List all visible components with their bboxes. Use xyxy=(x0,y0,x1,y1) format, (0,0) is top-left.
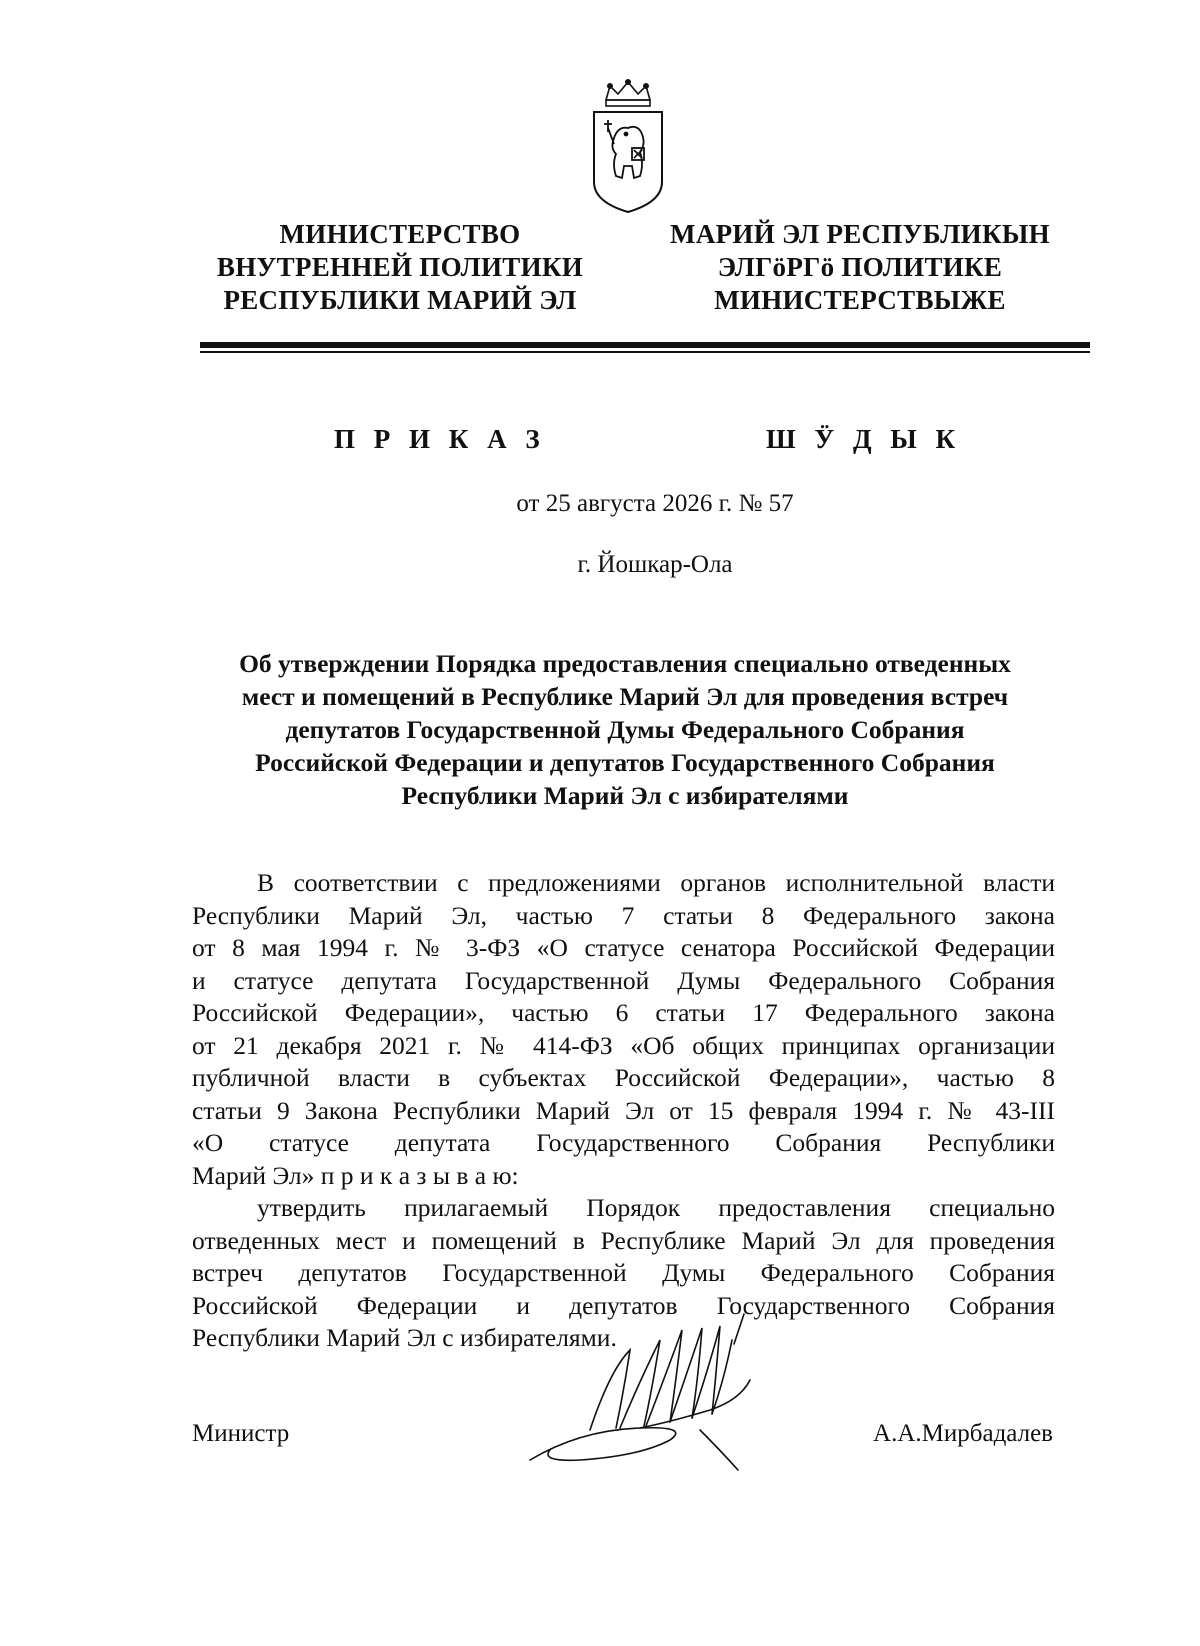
signer-name: А.А.Мирбадалев xyxy=(873,1420,1053,1447)
body-line: от 21 декабря 2021 г. № 414-ФЗ «Об общих принципах организации xyxy=(192,1030,1055,1060)
title-line: мест и помещений в Республике Марий Эл для проведения встреч xyxy=(241,682,1009,711)
header-line: ЭЛГӧРГӧ ПОЛИТИКЕ xyxy=(717,252,1003,282)
header-line: ВНУТРЕННЕЙ ПОЛИТИКИ xyxy=(216,252,584,282)
body-line: Российской Федерации и депутатов Государственного Собрания xyxy=(192,1290,1055,1320)
title-line: Республики Марий Эл с избирателями xyxy=(401,781,849,810)
body-line: утвердить прилагаемый Порядок предоставления специально xyxy=(257,1193,1055,1222)
title-line: депутатов Государственной Думы Федерального Собрания xyxy=(285,715,965,744)
coat-of-arms-icon xyxy=(584,78,672,218)
header-line: МАРИЙ ЭЛ РЕСПУБЛИКЫН xyxy=(670,219,1050,249)
body-line: Российской Федерации», частью 6 статьи 17 Федерального закона xyxy=(192,998,1055,1027)
body-line: «О статусе депутата Государственного Собрания Республики xyxy=(192,1128,1055,1157)
title-line: Об утверждении Порядка предоставления специально отведенных xyxy=(239,649,1011,678)
body-line: публичной власти в субъектах Российской Федерации», частью 8 xyxy=(192,1063,1055,1092)
header-divider xyxy=(200,342,1090,348)
ministry-name-ru xyxy=(190,218,610,317)
body-line: встреч депутатов Государственной Думы Федерального Собрания xyxy=(192,1258,1055,1287)
header-line: РЕСПУБЛИКИ МАРИЙ ЭЛ xyxy=(223,285,577,315)
body-line: Республики Марий Эл с избирателями. xyxy=(192,1323,617,1352)
body-line: отведенных мест и помещений в Республике Марий Эл для проведения xyxy=(192,1225,1055,1255)
header-line: МИНИСТЕРСТВЫЖЕ xyxy=(714,285,1006,315)
ministry-name-mari xyxy=(660,218,1060,317)
body-line: Марий Эл» п р и к а з ы в а ю: xyxy=(192,1160,519,1190)
order-date-number: от 25 августа 2026 г. № 57 xyxy=(516,490,794,517)
body-line: и статусе депутата Государственной Думы Федерального Собрания xyxy=(192,965,1055,995)
order-label-ru: П Р И К А З xyxy=(334,424,546,454)
order-title xyxy=(195,647,1055,812)
order-body xyxy=(192,867,1055,1355)
body-line: от 8 мая 1994 г. № 3-ФЗ «О статусе сенатора Российской Федерации xyxy=(192,933,1055,962)
header-divider-thin xyxy=(200,351,1090,353)
title-line: Российской Федерации и депутатов Государственного Собрания xyxy=(255,748,995,777)
order-city: г. Йошкар-Ола xyxy=(577,551,733,578)
order-label-mari: Ш Ӱ Д Ы К xyxy=(766,424,962,454)
header-line: МИНИСТЕРСТВО xyxy=(279,219,521,249)
body-line: статьи 9 Закона Республики Марий Эл от 15 февраля 1994 г. № 43-III xyxy=(192,1095,1055,1125)
body-line: В соответствии с предложениями органов исполнительной власти xyxy=(257,868,1055,897)
signer-position: Министр xyxy=(192,1420,290,1447)
body-line: Республики Марий Эл, частью 7 статьи 8 Федерального закона xyxy=(192,900,1055,930)
handwritten-signature xyxy=(520,1310,780,1480)
